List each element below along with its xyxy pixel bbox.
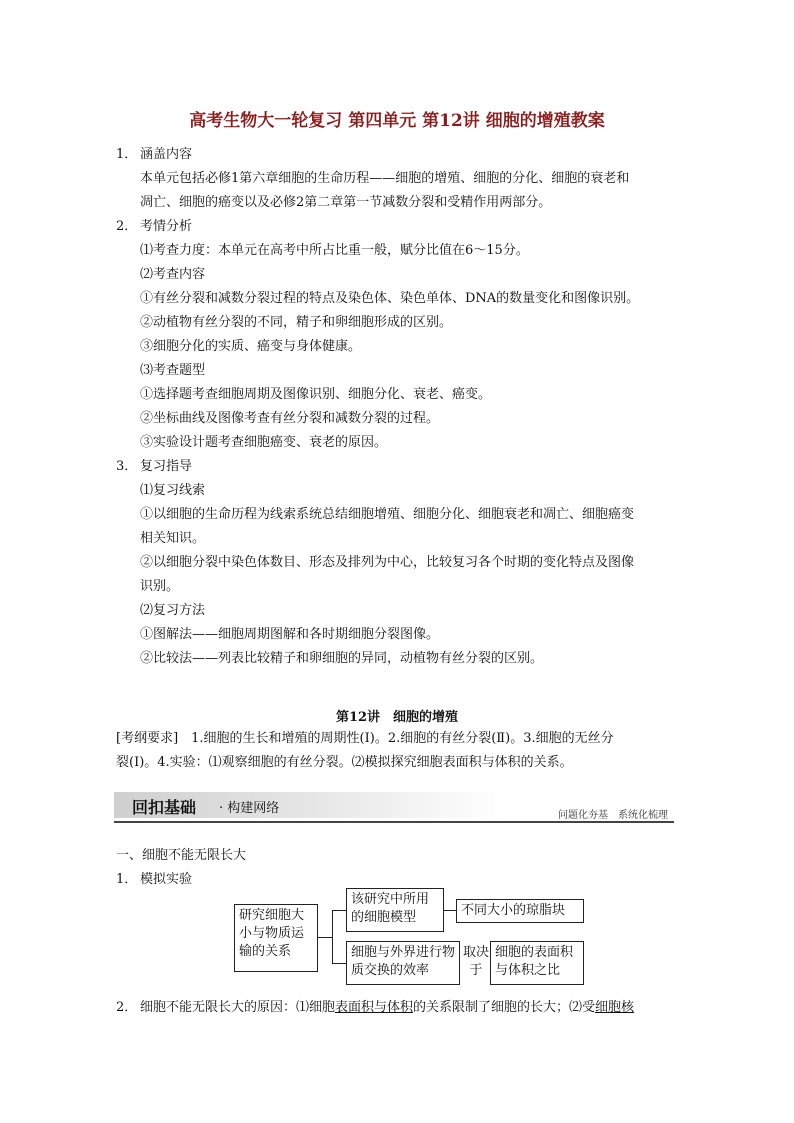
analysis-line: ⑵考查内容 [140,267,206,282]
banner-subtitle: · 构建网络 [219,801,280,816]
heading-exam-analysis: 考情分析 [140,219,193,234]
guide-line: ①以细胞的生命历程为线索系统总结细胞增殖、细胞分化、细胞衰老和凋亡、细胞癌变 [140,507,635,522]
analysis-line: ②动植物有丝分裂的不同，精子和卵细胞形成的区别。 [140,315,453,330]
analysis-line: ⑶考查题型 [140,363,206,378]
guide-line: 识别。 [140,579,180,594]
diagram-connector [332,963,346,964]
reason-text [140,1000,634,1016]
diagram-connector [318,937,332,938]
diagram-box-efficiency: 细胞与外界进行物质交换的效率 [346,941,460,985]
blank-answer: 表面积与体积 [335,1000,414,1015]
item-number: 1． [116,872,138,887]
page-title: 高考生物大一轮复习 第四单元 第12讲 细胞的增殖教案 [189,111,605,131]
guide-line: ②比较法——列表比较精子和卵细胞的异同，动植物有丝分裂的区别。 [140,651,544,666]
reason-text-part: 细胞不能无限长大的原因：⑴细胞 [140,1000,336,1015]
guide-line: 相关知识。 [140,531,206,546]
part-heading: 一、细胞不能无限长大 [116,848,247,863]
banner-tagline: 问题化夯基 系统化梳理 [558,810,668,821]
section-banner [114,792,674,824]
guide-line: ⑵复习方法 [140,603,206,618]
coverage-text: 本单元包括必修1第六章细胞的生命历程——细胞的增殖、细胞的分化、细胞的衰老和 [140,171,630,186]
syllabus-requirements: 裂(Ⅰ)。4.实验：⑴观察细胞的有丝分裂。⑵模拟探究细胞表面积与体积的关系。 [116,755,573,770]
diagram-box-agar: 不同大小的琼脂块 [456,899,584,923]
analysis-line: ③细胞分化的实质、癌变与身体健康。 [140,339,362,354]
diagram-connector [332,910,346,911]
analysis-line: ⑴考查力度：本单元在高考中所占比重一般，赋分比值在6～15分。 [140,243,529,258]
diagram-box-ratio: 细胞的表面积与体积之比 [490,941,584,985]
analysis-line: ②坐标曲线及图像考查有丝分裂和减数分裂的过程。 [140,411,440,426]
item-number: 2． [116,1000,138,1015]
guide-line: ⑴复习线索 [140,483,206,498]
blank-answer: 细胞核 [595,1000,635,1015]
analysis-line: ①有丝分裂和减数分裂过程的特点及染色体、染色单体、DNA的数量变化和图像识别。 [140,291,640,306]
diagram-connector-label: 取决于 [462,945,489,978]
heading-review-guide: 复习指导 [140,459,193,474]
lecture-title: 第12讲 细胞的增殖 [335,710,459,725]
item-number: 2． [116,219,138,234]
syllabus-requirements: [考纲要求] 1.细胞的生长和增殖的周期性(Ⅰ)。2.细胞的有丝分裂(Ⅱ)。3.细胞的无丝分 [116,731,614,746]
diagram-box-model: 该研究中所用的细胞模型 [346,888,444,932]
banner-title: 回扣基础 [132,798,197,817]
guide-line: ②以细胞分裂中染色体数目、形态及排列为中心，比较复习各个时期的变化特点及图像 [140,555,635,570]
guide-line: ①图解法——细胞周期图解和各时期细胞分裂图像。 [140,627,440,642]
item-number: 1． [116,147,138,162]
diagram-connector [444,910,456,911]
subheading-simulation: 模拟实验 [140,872,193,887]
analysis-line: ①选择题考查细胞周期及图像识别、细胞分化、衰老、癌变。 [140,387,492,402]
coverage-text: 凋亡、细胞的癌变以及必修2第二章第一节减数分裂和受精作用两部分。 [140,195,552,210]
analysis-line: ③实验设计题考查细胞癌变、衰老的原因。 [140,435,388,450]
diagram-box-research: 研究细胞大小与物质运输的关系 [234,904,318,972]
diagram-connector [332,910,333,964]
banner-rule [114,821,674,823]
heading-coverage: 涵盖内容 [140,147,193,162]
reason-text-part: 的关系限制了细胞的长大；⑵受 [413,1000,596,1015]
item-number: 3． [116,459,138,474]
